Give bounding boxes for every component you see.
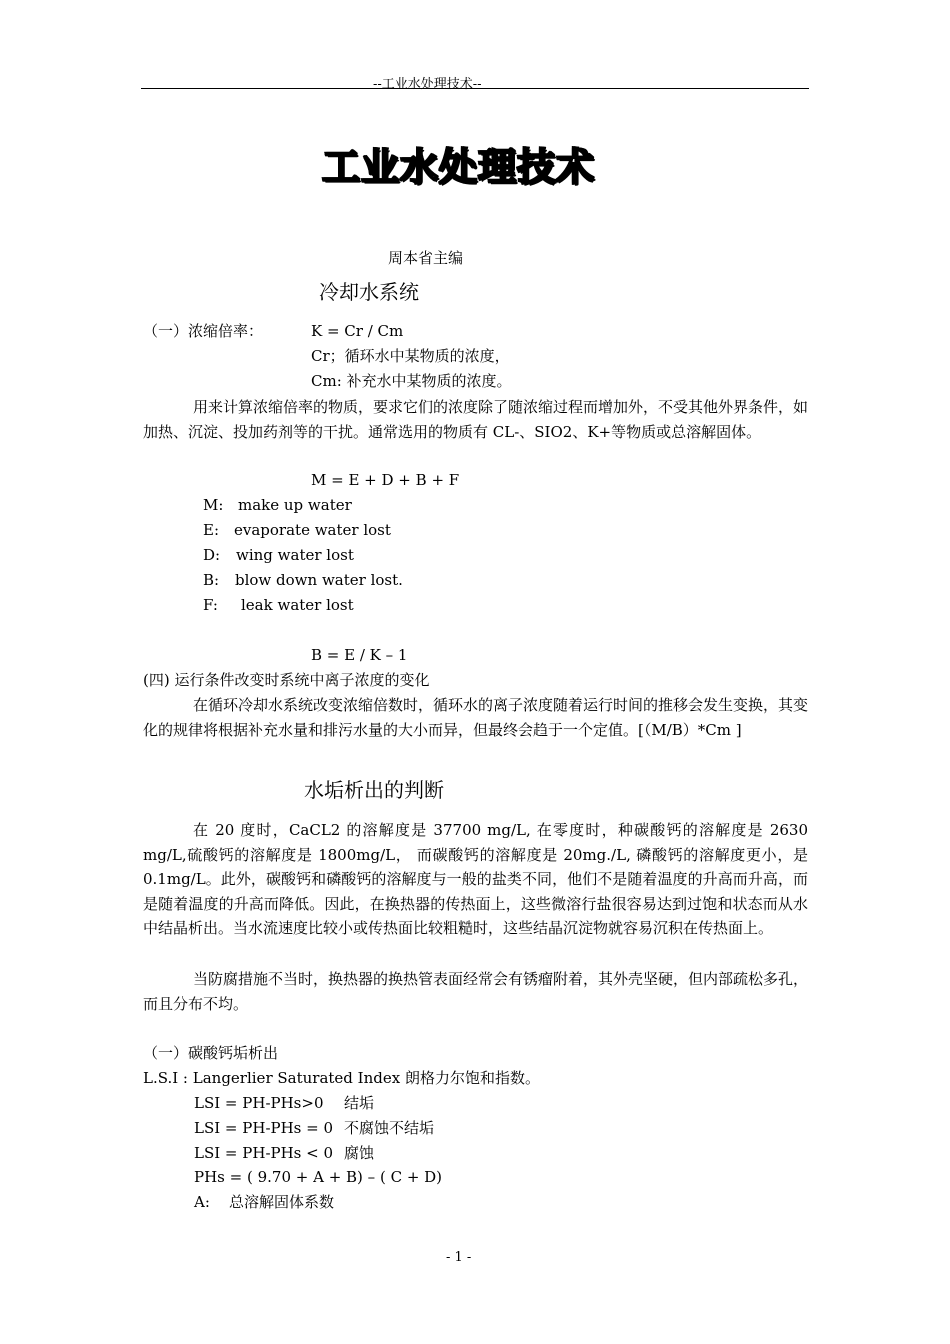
- lsi-meaning: 不腐蚀不结垢: [344, 1119, 435, 1137]
- def-a-symbol: A:: [194, 1193, 210, 1211]
- def-symbol: D:: [203, 546, 221, 564]
- lsi-title: L.S.I : Langerlier Saturated Index 朗格力尔饱和指数。: [143, 1069, 540, 1087]
- author-line: 周本省主编: [388, 249, 464, 267]
- header-rule: [141, 88, 809, 89]
- section-heading-scale: 水垢析出的判断: [304, 778, 444, 802]
- phs-formula: PHs = ( 9.70 + A + B) – ( C + D): [194, 1168, 443, 1186]
- def-symbol: B:: [203, 571, 220, 589]
- def-text: make up water: [238, 496, 352, 514]
- item1-label: （一）浓缩倍率：: [143, 322, 264, 340]
- def-symbol: E:: [203, 521, 220, 539]
- running-header: --工业水处理技术--: [373, 77, 482, 92]
- lsi-expression: LSI = PH-PHs = 0: [194, 1119, 334, 1137]
- paragraph-ion-concentration: 在循环冷却水系统改变浓缩倍数时，循环水的离子浓度随着运行时间的推移会发生变换，其变化的规律将根据补充水量和排污水量的大小而异，但最终会趋于一个定值。[（M/B）*Cm ]: [143, 696, 809, 739]
- def-text: evaporate water lost: [234, 521, 391, 539]
- def-symbol: F:: [203, 596, 218, 614]
- def-text: blow down water lost.: [235, 571, 403, 589]
- scale-item1-label: （一）碳酸钙垢析出: [143, 1044, 279, 1062]
- paragraph-concentration: 用来计算浓缩倍率的物质，要求它们的浓度除了随浓缩过程而增加外，不受其他外界条件，如加热、沉淀、投加药剂等的干扰。通常选用的物质有 CL-、SIO2、K+等物质或总溶解固体。: [143, 398, 809, 441]
- def-symbol: M:: [203, 496, 224, 514]
- document-title: 工业水处理技术: [322, 145, 596, 189]
- def-cm: Cm: 补充水中某物质的浓度。: [311, 372, 512, 390]
- formula-b: B = E / K – 1: [311, 646, 408, 664]
- item4-label: (四) 运行条件改变时系统中离子浓度的变化: [143, 671, 430, 689]
- paragraph-corrosion: 当防腐措施不当时，换热器的换热管表面经常会有锈瘤附着，其外壳坚硬，但内部疏松多孔，而且分布不均。: [143, 970, 809, 1013]
- formula-m: M = E + D + B + F: [311, 471, 460, 489]
- def-text: wing water lost: [236, 546, 354, 564]
- lsi-meaning: 结垢: [344, 1094, 375, 1112]
- def-cr: Cr；循环水中某物质的浓度，: [311, 347, 510, 365]
- section-heading-cooling: 冷却水系统: [319, 280, 419, 304]
- lsi-expression: LSI = PH-PHs>0: [194, 1094, 324, 1112]
- lsi-meaning: 腐蚀: [344, 1144, 375, 1162]
- paragraph-solubility: 在 20 度时，CaCL2 的溶解度是 37700 mg/L, 在零度时，种碳酸钙的溶解度是 2630 mg/L,硫酸钙的溶解度是 1800mg/L， 而碳酸钙的溶解度是 20mg./L, 磷酸钙的溶解度更小，是 0.1mg/L。此外，碳酸钙和磷酸钙的溶解度与一般的盐类不同，他们不是随着温度的升高而升高，而是随着温度的升高而降低。因此，在换热器的传热面上，这些微溶行盐很容易达到过饱和状态而从水中结晶析出。当水流速度比较小或传热面比较粗糙时，这些结晶沉淀物就容易沉积在传热面上。: [143, 821, 808, 937]
- def-text: leak water lost: [241, 596, 354, 614]
- page-number: - 1 -: [446, 1250, 472, 1265]
- formula-k: K = Cr / Cm: [311, 322, 404, 340]
- lsi-expression: LSI = PH-PHs < 0: [194, 1144, 334, 1162]
- def-a-text: 总溶解固体系数: [229, 1193, 335, 1211]
